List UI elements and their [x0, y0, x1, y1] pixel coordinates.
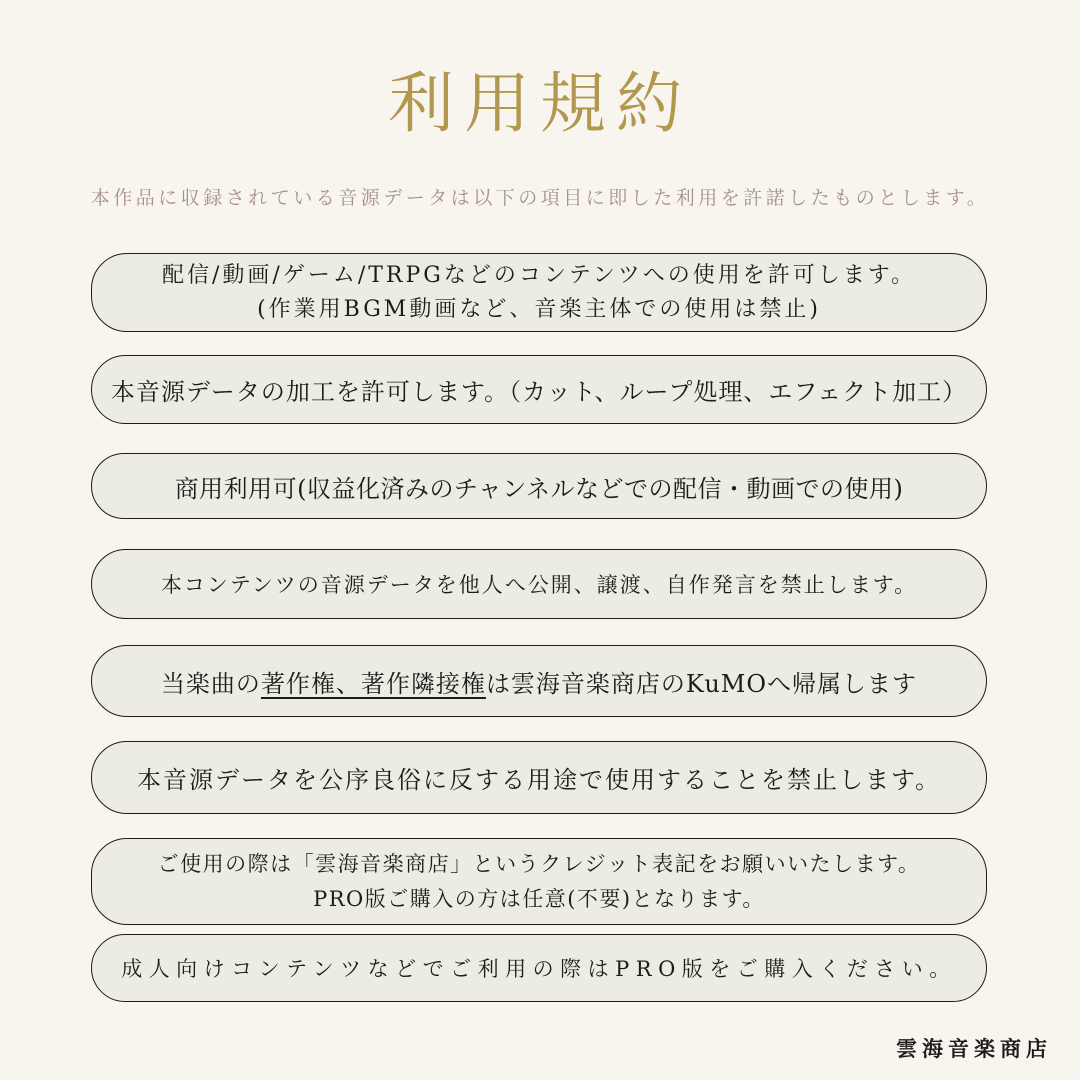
term-box-credit-notation [91, 838, 987, 925]
term-line: 本コンテンツの音源データを他人へ公開、譲渡、自作発言を禁止します。 [160, 573, 918, 597]
term-line: (作業用BGM動画など、音楽主体での使用は禁止) [257, 296, 821, 322]
copyright-suffix: は雲海音楽商店のKuMOへ帰属します [485, 669, 918, 698]
term-line: 本音源データの加工を許可します。（カット、ループ処理、エフェクト加工） [110, 378, 968, 406]
term-line: 配信/動画/ゲーム/TRPGなどのコンテンツへの使用を許可します。 [162, 262, 916, 288]
term-line: PRO版ご購入の方は任意(不要)となります。 [313, 886, 765, 911]
term-box-commercial-use [91, 453, 987, 519]
term-box-adult-content [91, 934, 987, 1002]
term-line: 本音源データを公序良俗に反する用途で使用することを禁止します。 [136, 766, 942, 794]
page-title: 利用規約 [388, 65, 692, 142]
page-subtitle: 本作品に収録されている音源データは以下の項目に即した利用を許諾したものとします。 [90, 187, 990, 209]
term-box-content-usage [91, 253, 987, 332]
term-box-copyright [91, 645, 987, 717]
shop-logo: 雲海音楽商店 [896, 1036, 1052, 1061]
term-box-editing-allowed [91, 355, 987, 424]
term-line: ご使用の際は「雲海音楽商店」というクレジット表記をお願いいたします。 [157, 851, 921, 876]
term-line [161, 664, 917, 699]
copyright-prefix: 当楽曲の [160, 669, 261, 698]
term-box-redistribution-prohibited [91, 549, 987, 619]
term-line: 成人向けコンテンツなどでご利用の際はPRO版をご購入ください。 [121, 957, 957, 981]
copyright-underlined-text: 著作権、著作隣接権 [260, 669, 486, 698]
term-line: 商用利用可(収益化済みのチャンネルなどでの配信・動画での使用) [174, 474, 904, 503]
term-box-public-order [91, 741, 987, 814]
